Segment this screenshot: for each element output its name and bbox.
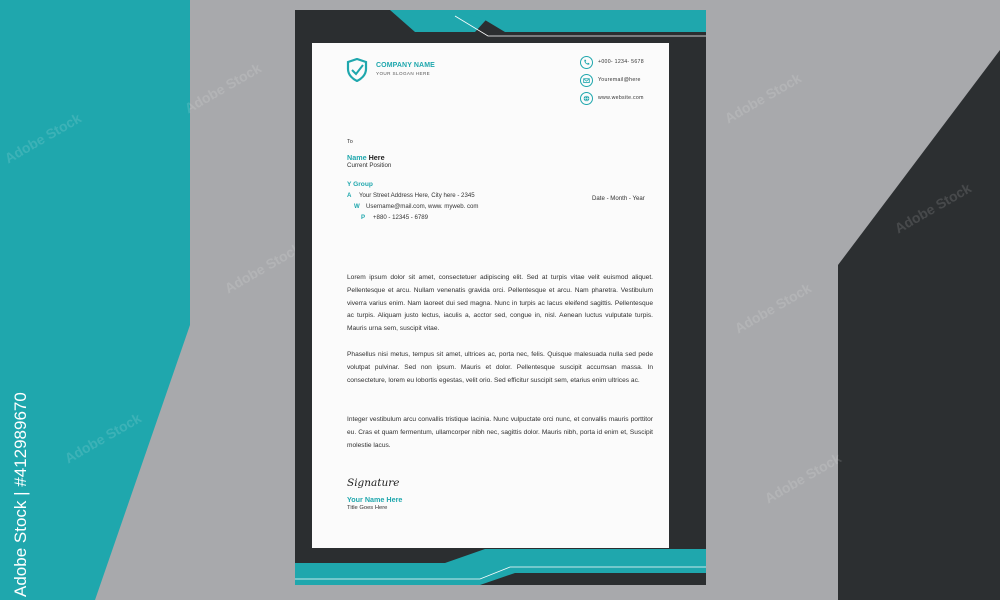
recipient-web: Username@mail.com, www. myweb. com (366, 203, 479, 210)
top-right-teal (455, 10, 706, 32)
recipient-name (347, 153, 385, 162)
body-paragraph-3: Integer vestibulum arcu convallis tristique lacinia. Nunc vulpuctate orci nunc, et convallis mauris porttitor eu. Cras et quam fermentum, ullamcorper nibh nec, sagittis dolor. Mauris nibh, porta id enim et, Suscipit molestie lacus. (347, 416, 653, 449)
company-name: COMPANY NAME (376, 62, 435, 69)
phone-text: +000- 1234- 5678 (598, 59, 644, 65)
letter-date: Date - Month - Year (592, 195, 645, 202)
signature-name: Your Name Here (347, 495, 403, 504)
address-key: A (347, 192, 352, 199)
recipient-group: Y Group (347, 181, 373, 188)
body-paragraph-1: Lorem ipsum dolor sit amet, consectetuer adipiscing elit. Sed at turpis vitae velit euismod aliquet. Pellentesque et arcu. Nullam venenatis gravida orci. Pellentesque et arcu. Nam pharetra. Vestibulum viverra varius enim. Nam laoreet dui sed magna. Nunc in turpis ac lacus eleifend sagittis. Pellentesque ac turpis. Aliquam justo lectus, iaculis a, acctor sed, congue in, nisl. Aenean luctus vulputate turpis. Mauris urna sem, suscipit vitae. (347, 274, 653, 333)
recipient-address: Your Street Address Here, City here - 2345 (359, 192, 475, 199)
recipient-name-last: Here (368, 153, 385, 162)
email-text: Youremail@here (598, 77, 641, 83)
stock-id-text: Adobe Stock | #412989670 (11, 392, 30, 597)
recipient-name-first: Name (347, 153, 367, 162)
company-slogan: YOUR SLOGAN HERE (376, 71, 431, 76)
contact-email (580, 73, 641, 87)
signature-script: Signature (347, 477, 400, 489)
mail-icon (580, 74, 593, 87)
signature-title: Title Goes Here (347, 505, 388, 511)
contact-phone (580, 55, 644, 69)
globe-icon (580, 92, 593, 105)
web-key: W (354, 203, 360, 210)
website-text: www.website.com (598, 95, 644, 101)
body-paragraph-2: Phasellus nisi metus, tempus sit amet, ultrices ac, porta nec, felis. Quisque malesuada nulla sed pede volutpat pulvinar. Sed non ipsum. Mauris et dolor. Pellentesque suscipit accumsan massa. In consecteture, lorem eu lobortis egestas, velit orio. Sed efficitur suscipit sem, etarius enim ultrices ac. (347, 351, 653, 384)
stock-id-label (10, 365, 32, 600)
phone-icon (580, 56, 593, 69)
recipient-phone: +880 - 12345 - 6789 (373, 214, 429, 221)
contact-website (580, 91, 644, 105)
to-label: To (347, 139, 353, 145)
dark-background-shape (838, 50, 1000, 600)
recipient-position: Current Position (347, 162, 392, 169)
phone-key: P (361, 214, 366, 221)
shield-check-icon (346, 58, 368, 82)
